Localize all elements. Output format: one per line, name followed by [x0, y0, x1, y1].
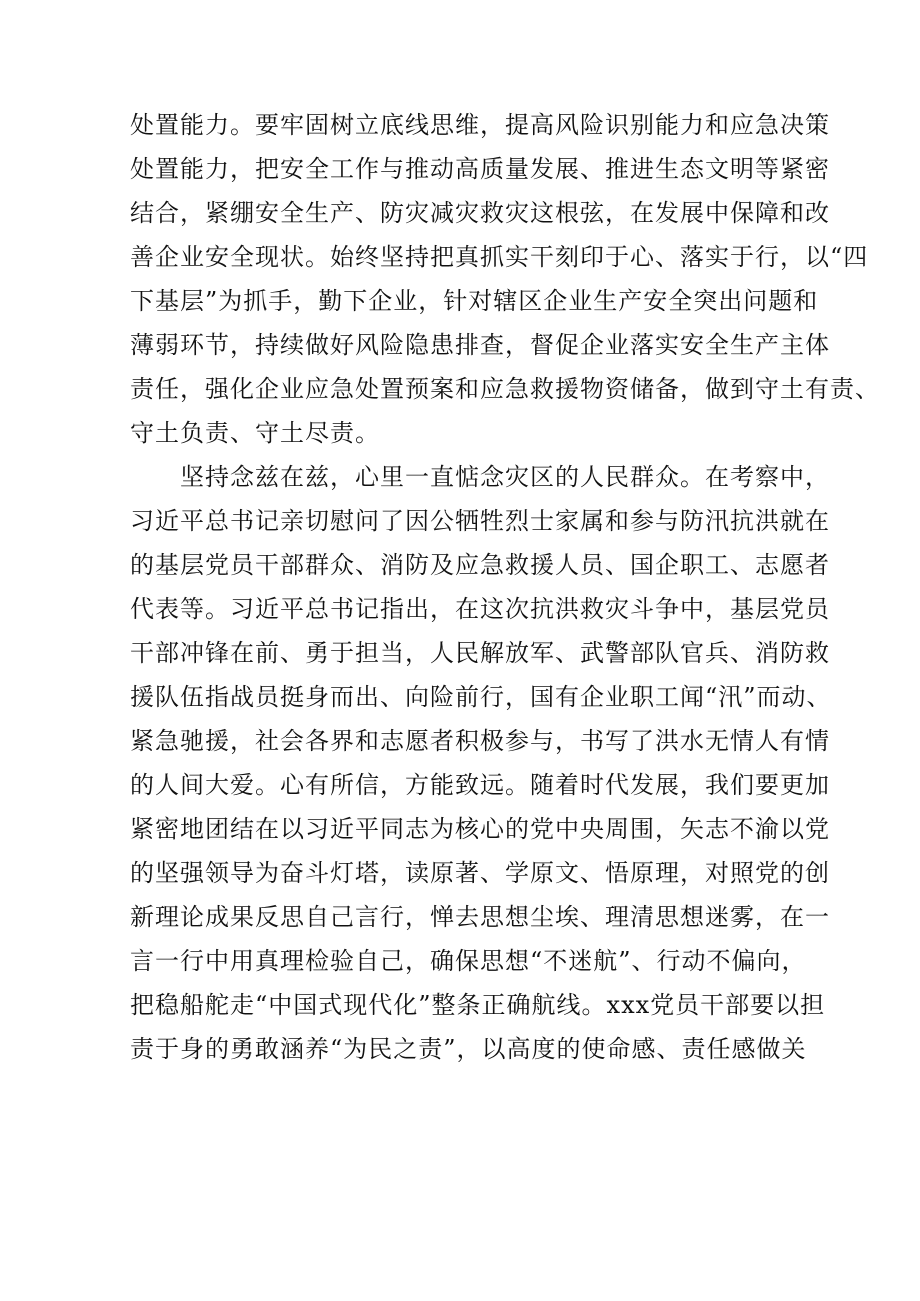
text-line: 下基层”为抓手，勤下企业，针对辖区企业生产安全突出问题和	[130, 287, 819, 315]
text-line: 处置能力。要牢固树立底线思维，提高风险识别能力和应急决策	[130, 111, 830, 139]
body-text	[130, 103, 880, 1071]
text-line: 紧急驰援，社会各界和志愿者积极参与，书写了洪水无情人有情	[130, 727, 830, 755]
text-line: 善企业安全现状。始终坚持把真抓实干刻印于心、落实于行，以“四	[130, 243, 869, 271]
text-line: 代表等。习近平总书记指出，在这次抗洪救灾斗争中，基层党员	[130, 595, 830, 623]
text-line: 薄弱环节，持续做好风险隐患排查，督促企业落实安全生产主体	[130, 331, 830, 359]
text-line: 的基层党员干部群众、消防及应急救援人员、国企职工、志愿者	[130, 551, 830, 579]
text-line: 责任，强化企业应急处置预案和应急救援物资储备，做到守土有责、	[130, 375, 880, 403]
text-line: 守土负责、守土尽责。	[130, 419, 380, 447]
text-line: 责于身的勇敢涵养“为民之责”，以高度的使命感、责任感做关	[130, 1035, 807, 1063]
text-line: 把稳船舵走“中国式现代化”整条正确航线。xxx党员干部要以担	[130, 991, 826, 1019]
text-line: 的坚强领导为奋斗灯塔，读原著、学原文、悟原理，对照党的创	[130, 859, 830, 887]
text-line: 言一行中用真理检验自己，确保思想“不迷航”、行动不偏向，	[130, 947, 807, 975]
paragraph-start-line: 坚持念兹在兹，心里一直惦念灾区的人民群众。在考察中，	[180, 463, 830, 491]
text-line: 援队伍指战员挺身而出、向险前行，国有企业职工闻“汛”而动、	[130, 683, 832, 711]
text-line: 干部冲锋在前、勇于担当，人民解放军、武警部队官兵、消防救	[130, 639, 830, 667]
text-line: 习近平总书记亲切慰问了因公牺牲烈士家属和参与防汛抗洪就在	[130, 507, 830, 535]
text-line: 的人间大爱。心有所信，方能致远。随着时代发展，我们要更加	[130, 771, 830, 799]
text-line: 处置能力，把安全工作与推动高质量发展、推进生态文明等紧密	[130, 155, 830, 183]
text-line: 新理论成果反思自己言行，惮去思想尘埃、理清思想迷雾，在一	[130, 903, 830, 931]
text-line: 结合，紧绷安全生产、防灾减灾救灾这根弦，在发展中保障和改	[130, 199, 830, 227]
text-line: 紧密地团结在以习近平同志为核心的党中央周围，矢志不渝以党	[130, 815, 830, 843]
